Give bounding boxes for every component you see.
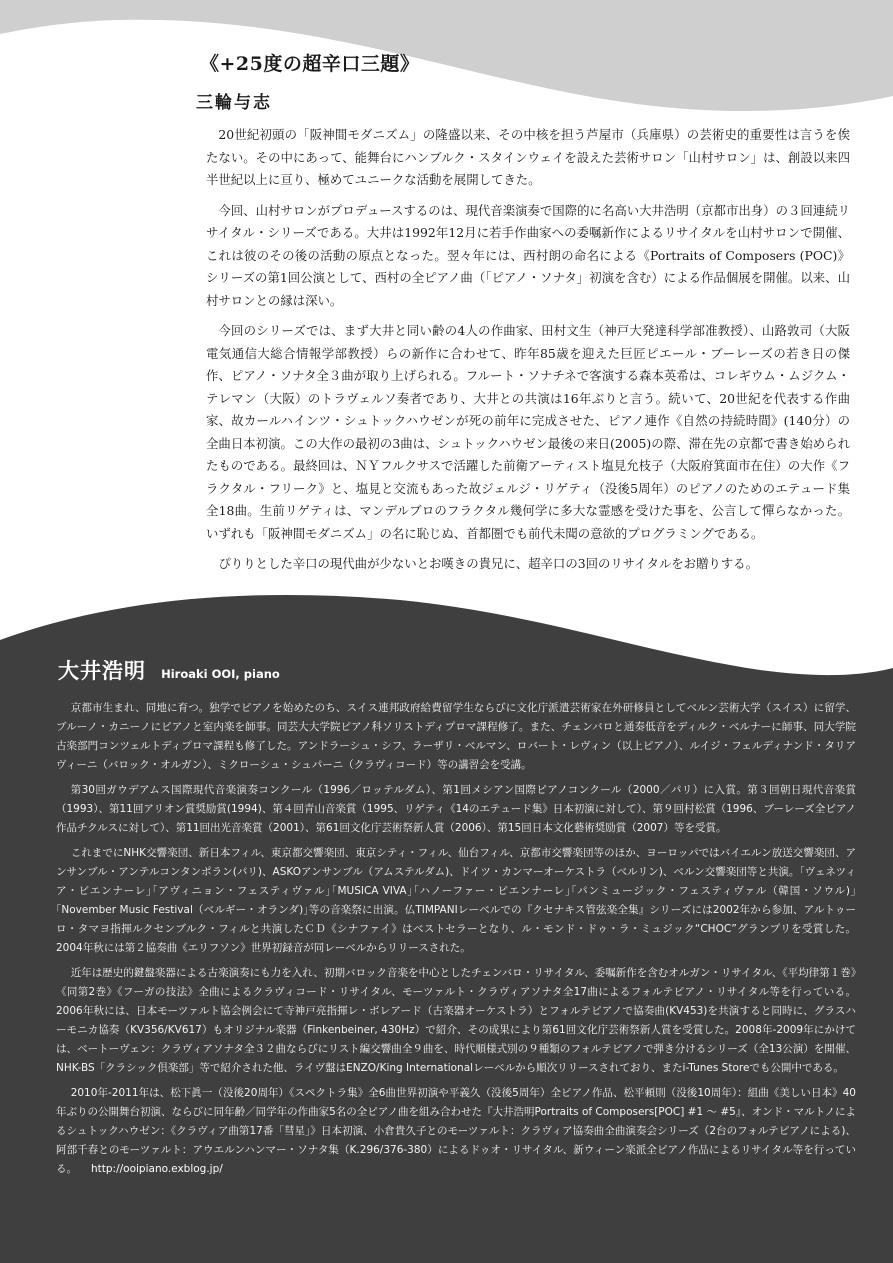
essay-title: 《+25度の超辛口三題》 (200, 53, 420, 75)
biography-header (58, 655, 280, 695)
essay-section (0, 0, 893, 590)
biography-paragraph: 京都市生まれ、同地に育つ。独学でピアノを始めたのち、スイス連邦政府給費留学生ならびに文化庁派遣芸術家在外研修員としてベルン芸術大学（スイス）に留学、ブルーノ・カニーノにピアノと室内楽を師事。同芸大大学院ピアノ科ソリストディプロマ課程修了。また、チェンバロと通奏低音をディルク・ベルナーに師事、同大学院古楽部門コンツェルトディプロマ課程も修了した。アンドラーシュ・シフ、ラーザリ・ベルマン、ロバート・レヴィン（以上ピアノ）、ルイジ・フェルディナンド・タリアヴィーニ（バロック・オルガン）、ミクローシュ・シュパーニ（クラヴィコード）等の講習会を受講。 (56, 702, 856, 771)
performer-name: 大井浩明 (58, 659, 146, 683)
essay-body (206, 124, 850, 584)
website-link[interactable]: http://ooipiano.exblog.jp/ (91, 1163, 223, 1175)
performer-role: Hiroaki OOI, piano (161, 667, 280, 681)
biography-paragraph-text: 2010年-2011年は、松下眞一（没後20周年）《スペクトラ集》全6曲世界初演や平義久（没後5周年）全ピアノ作品、松平頼則（没後10周年）：組曲《美しい日本》40年ぶりの公開舞台初演、ならびに同年齢／同学年の作曲家5名の全ピアノ曲を組み合わせた『大井浩明Portraits of Composers[POC] #1 〜 #5』、オンド・マルトノによるシュトックハウゼン：《クラヴィア曲第17番「彗星」》日本初演、小倉貴久子とのモーツァルト：クラヴィア協奏曲全曲演奏会シリーズ（2台のフォルテピアノによる)、阿部千春とのモーツァルト：アウエルンハンマー・ソナタ集（K.296/376-380）によるドゥオ・リサイタル、新ウィーン楽派全ピアノ作品によるリサイタル等を行っている。 (56, 1087, 856, 1175)
essay-paragraph: 今回、山村サロンがプロデュースするのは、現代音楽演奏で国際的に名高い大井浩明（京都市出身）の３回連続リサイタル・シリーズである。大井は1992年12月に若手作曲家への委嘱新作によるリサイタルを山村サロンで開催、これは彼のその後の活動の原点となった。翌々年には、西村朗の命名による《Portraits of Composers (POC)》シリーズの第1回公演として、西村の全ピアノ曲（「ピアノ・ソナタ」初演を含む）による作品個展を開催。以来、山村サロンとの縁は深い。 (206, 202, 850, 308)
essay-author: 三輪与志 (196, 93, 272, 113)
biography-paragraph: これまでにNHK交響楽団、新日本フィル、東京都交響楽団、東京シティ・フィル、仙台フィル、京都市交響楽団等のほか、ヨーロッパではバイエルン放送交響楽団、アンサンブル・アンテルコンタンポラン(パリ)、ASKOアンサンブル（アムステルダム)、ドイツ・カンマーオーケストラ（ベルリン)、ベルン交響楽団等と共演。｢ヴェネツィア・ビエンナーレ｣｢アヴィニョン・フェスティヴァル｣｢MUSICA VIVA｣｢ハノーファー・ビエンナーレ｣｢パンミュージック・フェスティヴァル（韓国・ソウル)｣｢November Music Festival（ベルギー・オランダ)｣等の音楽祭に出演。仏TIMPANIレーベルでの『クセナキス管弦楽全集』シリーズには2002年から参加、アルトゥーロ・タマヨ指揮ルクセンブルク・フィルと共演したＣＤ《シナファイ》はベストセラーとなり、ル・モンド・ドゥ・ラ・ミュジック“CHOC”グランプリを受賞した。2004年秋には第２協奏曲《エリフソン》世界初録音が同レーベルからリリースされた。 (56, 847, 856, 954)
biography-paragraph-last (56, 1084, 856, 1179)
biography-paragraph: 近年は歴史的鍵盤楽器による古楽演奏にも力を入れ、初期バロック音楽を中心としたチェンバロ・リサイタル、委嘱新作を含むオルガン・リサイタル、《平均律第１巻》《同第2巻》《フーガの技法》全曲によるクラヴィコード・リサイタル、モーツァルト・クラヴィアソナタ全17曲によるフォルテピアノ・リサイタル等を行っている。2006年秋には、日本モーツァルト協会例会にて寺神戸亮指揮レ・ボレアード（古楽器オーケストラ）とフォルテピアノで協奏曲(KV453)を共演すると同時に、グラスハーモニカ協奏（KV356/KV617）もオリジナル楽器（Finkenbeiner, 430Hz）で紹介、その成果により第61回文化庁芸術祭新人賞を受賞した。2008年-2009年にかけては、ベートーヴェン：クラヴィアソナタ全３２曲ならびにリスト編交響曲全９曲を、時代順様式別の９種類のフォルテピアノで弾き分けるシリーズ（全13公演）を開催、NHK-BS「クラシック倶楽部」等で紹介された他、ライヴ盤はENZO/King Internationalレーベルから順次リリースされており、またi-Tunes Storeでも公開中である。 (56, 967, 856, 1074)
essay-paragraph: 今回のシリーズでは、まず大井と同い齢の4人の作曲家、田村文生（神戸大発達科学部准教授）、山路敦司（大阪電気通信大総合情報学部教授）らの新作に合わせて、昨年85歳を迎えた巨匠ピエール・ブーレーズの若き日の傑作、ピアノ・ソナタ全３曲が取り上げられる。フルート・ソナチネで客演する森本英希は、コレギウム・ムジクム・テレマン（大阪）のトラヴェルソ奏者であり、大井との共演は16年ぶりと言う。続いて、20世紀を代表する作曲家、故カールハインツ・シュトックハウゼンが死の前年に完成させた、ピアノ連作《自然の持続時間》(140分）の全曲日本初演。この大作の最初の3曲は、シュトックハウゼン最後の来日(2005)の際、滞在先の京都で書き始められたものである。最終回は、ＮＹフルクサスで活躍した前衛アーティスト塩見允枝子（大阪府箕面市在住）の大作《フラクタル・フリーク》と、塩見と交流もあった故ジェルジ・リゲティ（没後5周年）のピアノのためのエテュード集全18曲。生前リゲティは、マンデルブロのフラクタル幾何学に多大な霊感を受けた事を、公言して憚らなかった。いずれも「阪神間モダニズム」の名に恥じぬ、首都圏でも前代未聞の意欲的プログラミングである。 (206, 323, 850, 541)
biography-body (56, 699, 856, 1185)
essay-paragraph: 20世紀初頭の「阪神間モダニズム」の隆盛以来、その中核を担う芦屋市（兵庫県）の芸術史的重要性は言うを俟たない。その中にあって、能舞台にハンブルク・スタインウェイを設えた芸術サロン「山村サロン」は、創設以来四半世紀以上に亘り、極めてユニークな活動を展開してきた。 (206, 127, 850, 187)
biography-paragraph: 第30回ガウデアムス国際現代音楽演奏コンクール（1996／ロッテルダム）、第1回メシアン国際ピアノコンクール（2000／パリ）に入賞。第３回朝日現代音楽賞（1993）、第11回アリオン賞奨励賞(1994)、第４回青山音楽賞（1995、リゲティ《14のエテュード集》日本初演に対して）、第９回村松賞（1996、ブーレーズ全ピアノ作品チクルスに対して）、第11回出光音楽賞（2001）、第61回文化庁芸術祭新人賞（2006）、第15回日本文化藝術奨励賞（2007）等を受賞。 (56, 784, 856, 834)
essay-paragraph: ぴりりとした辛口の現代曲が少ないとお嘆きの貴兄に、超辛口の3回のリサイタルをお贈りする。 (218, 556, 758, 571)
